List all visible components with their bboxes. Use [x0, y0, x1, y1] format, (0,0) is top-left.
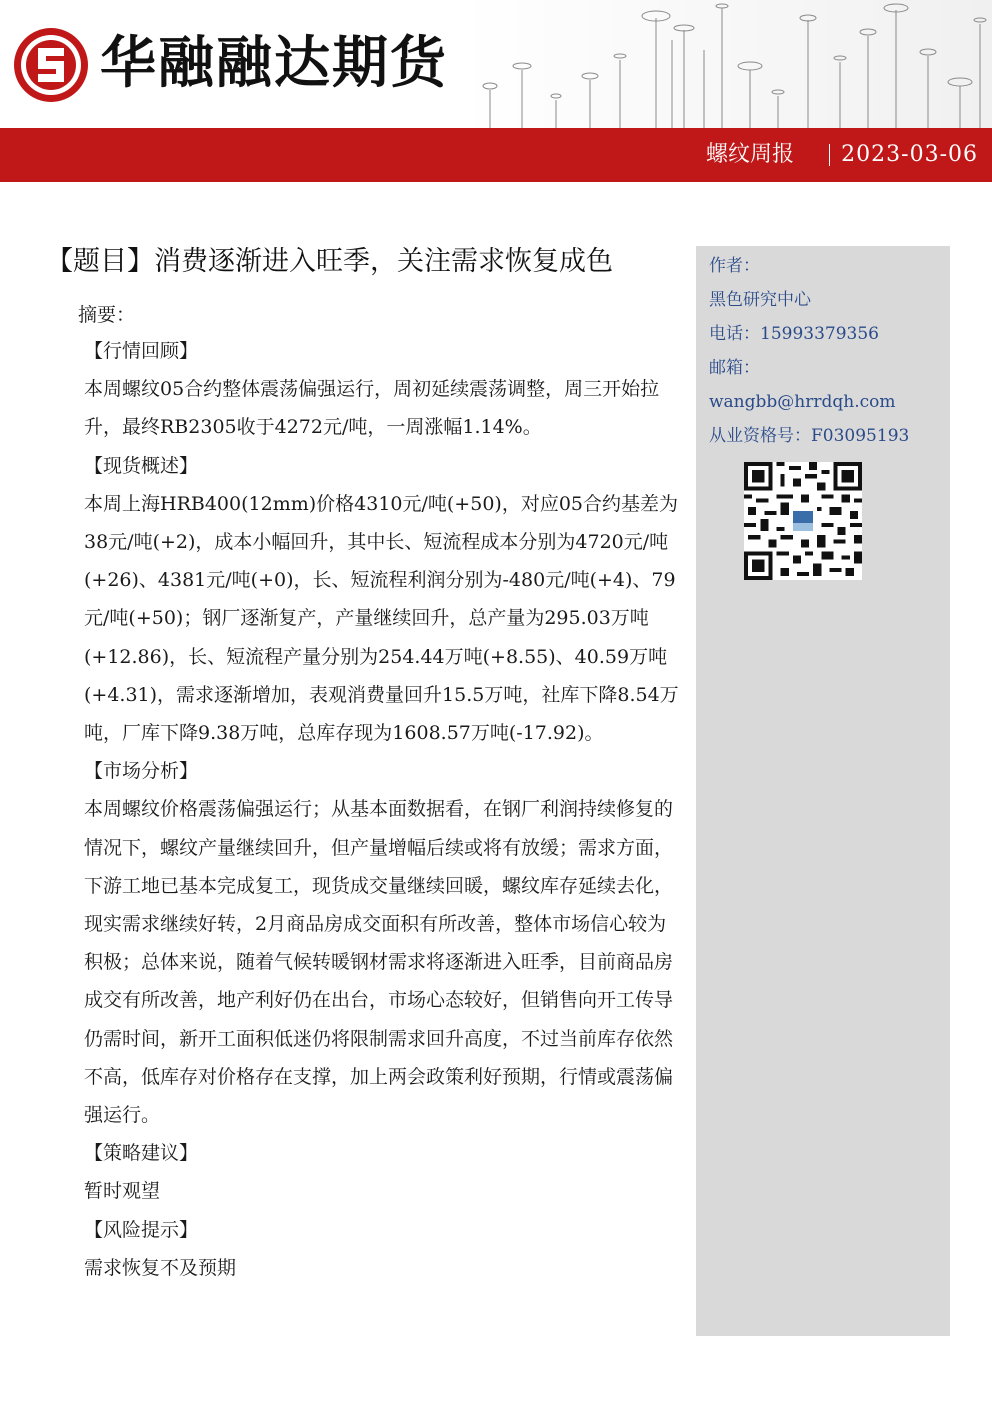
report-type: 螺纹周报 [705, 142, 794, 167]
section-heading-risk: 【风险提示】 [84, 1218, 199, 1241]
author-name: 黑色研究中心 [709, 290, 811, 310]
decorative-pattern [460, 0, 992, 130]
section-text-market-analysis: 本周螺纹价格震荡偏强运行；从基本面数据看，在钢厂利润持续修复的情况下，螺纹产量继续回升，但产量增幅后续或将有放缓；需求方面，下游工地已基本完成复工，现货成交量继续回暖，螺纹库存延续去化，现实需求继续好转，2月商品房成交面积有所改善，整体市场信心较为积极；总体来说，随着气候转暖钢材需求将逐渐进入旺季，目前商品房成交有所改善，地产利好仍在出台，市场心态较好，但销售向开工传导仍需时间，新开工面积低迷仍将限制需求回升高度，不过当前库存依然不高，低库存对价格存在支撑，加上两会政策利好预期，行情或震荡偏强运行。 [84, 798, 674, 1127]
company-logo-icon [12, 26, 90, 104]
qr-code-icon [744, 462, 862, 580]
section-heading-market-analysis: 【市场分析】 [84, 760, 199, 783]
license-number: 从业资格号：F03095193 [709, 426, 910, 446]
section-text-strategy: 暂时观望 [84, 1180, 161, 1203]
author-phone: 电话：15993379356 [709, 324, 879, 344]
report-body [84, 332, 684, 1287]
report-title: 【题目】消费逐渐进入旺季，关注需求恢复成色 [46, 246, 613, 277]
brand-name: 华融融达期货 [100, 31, 448, 96]
email-label: 邮箱： [709, 358, 760, 378]
section-heading-spot-overview: 【现货概述】 [84, 454, 199, 477]
header-divider [829, 144, 830, 166]
report-date: 2023-03-06 [841, 142, 978, 167]
section-heading-strategy: 【策略建议】 [84, 1142, 199, 1165]
abstract-label: 摘要： [78, 304, 136, 326]
section-text-market-review: 本周螺纹05合约整体震荡偏强运行，周初延续震荡调整，周三开始拉升，最终RB2305收于4272元/吨，一周涨幅1.14%。 [84, 378, 660, 439]
section-text-spot-overview: 本周上海HRB400(12mm)价格4310元/吨(+50)，对应05合约基差为38元/吨(+2)，成本小幅回升，其中长、短流程成本分别为4720元/吨(+26)、4381元/吨(+0)，长、短流程利润分别为-480元/吨(+4)、79元/吨(+50)；钢厂逐渐复产，产量继续回升，总产量为295.03万吨(+12.86)，长、短流程产量分别为254.44万吨(+8.55)、40.59万吨(+4.31)，需求逐渐增加，表观消费量回升15.5万吨，社库下降8.54万吨，厂库下降9.38万吨，总库存现为1608.57万吨(-17.92)。 [84, 492, 679, 745]
author-label: 作者： [709, 256, 760, 276]
author-email[interactable]: wangbb@hrrdqh.com [709, 392, 896, 412]
section-heading-market-review: 【行情回顾】 [84, 340, 199, 362]
section-text-risk: 需求恢复不及预期 [84, 1256, 237, 1279]
